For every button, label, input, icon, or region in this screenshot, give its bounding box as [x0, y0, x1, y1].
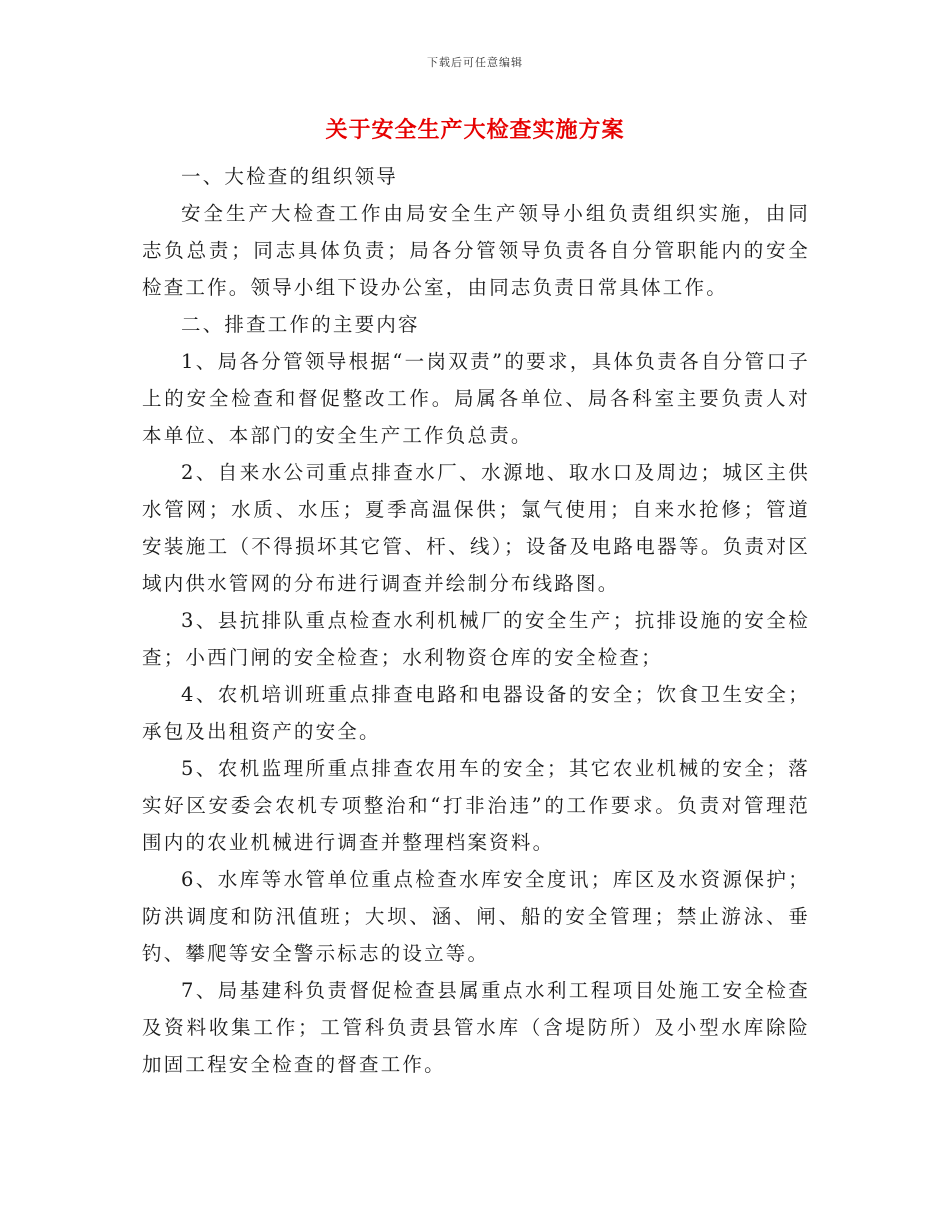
paragraph-organization: 安全生产大检查工作由局安全生产领导小组负责组织实施，由同志负总责；同志具体负责；局各分管领导负责各自分管职能内的安全检查工作。领导小组下设办公室，由同志负责日常具体工作。 — [142, 202, 810, 299]
paragraph-item-4: 4、农机培训班重点排查电路和电器设备的安全；饮食卫生安全；承包及出租资产的安全。 — [142, 683, 810, 743]
header-note: 下载后可任意编辑 — [427, 56, 523, 69]
document-title: 关于安全生产大检查实施方案 — [325, 117, 625, 143]
section-heading-content: 二、排查工作的主要内容 — [181, 313, 420, 336]
paragraph-item-7: 7、局基建科负责督促检查县属重点水利工程项目处施工安全检查及资料收集工作；工管科负责县管水库（含堤防所）及小型水库除险加固工程安全检查的督查工作。 — [142, 979, 810, 1076]
paragraph-item-1: 1、局各分管领导根据“一岗双责”的要求，具体负责各自分管口子上的安全检查和督促整改工作。局属各单位、局各科室主要负责人对本单位、本部门的安全生产工作负总责。 — [142, 350, 810, 447]
paragraph-item-6: 6、水库等水管单位重点检查水库安全度讯；库区及水资源保护；防洪调度和防汛值班；大坝、涵、闸、船的安全管理；禁止游泳、垂钓、攀爬等安全警示标志的设立等。 — [142, 868, 810, 965]
paragraph-item-5: 5、农机监理所重点排查农用车的安全；其它农业机械的安全；落实好区安委会农机专项整治和“打非治违”的工作要求。负责对管理范围内的农业机械进行调查并整理档案资料。 — [142, 757, 810, 854]
document-body — [142, 158, 810, 1083]
section-heading-organization: 一、大检查的组织领导 — [181, 165, 399, 188]
paragraph-item-2: 2、自来水公司重点排查水厂、水源地、取水口及周边；城区主供水管网；水质、水压；夏季高温保供；氯气使用；自来水抢修；管道安装施工（不得损坏其它管、杆、线）；设备及电路电器等。负责对区域内供水管网的分布进行调查并绘制分布线路图。 — [142, 461, 810, 595]
paragraph-item-3: 3、县抗排队重点检查水利机械厂的安全生产；抗排设施的安全检查；小西门闸的安全检查；水利物资仓库的安全检查； — [142, 609, 810, 669]
